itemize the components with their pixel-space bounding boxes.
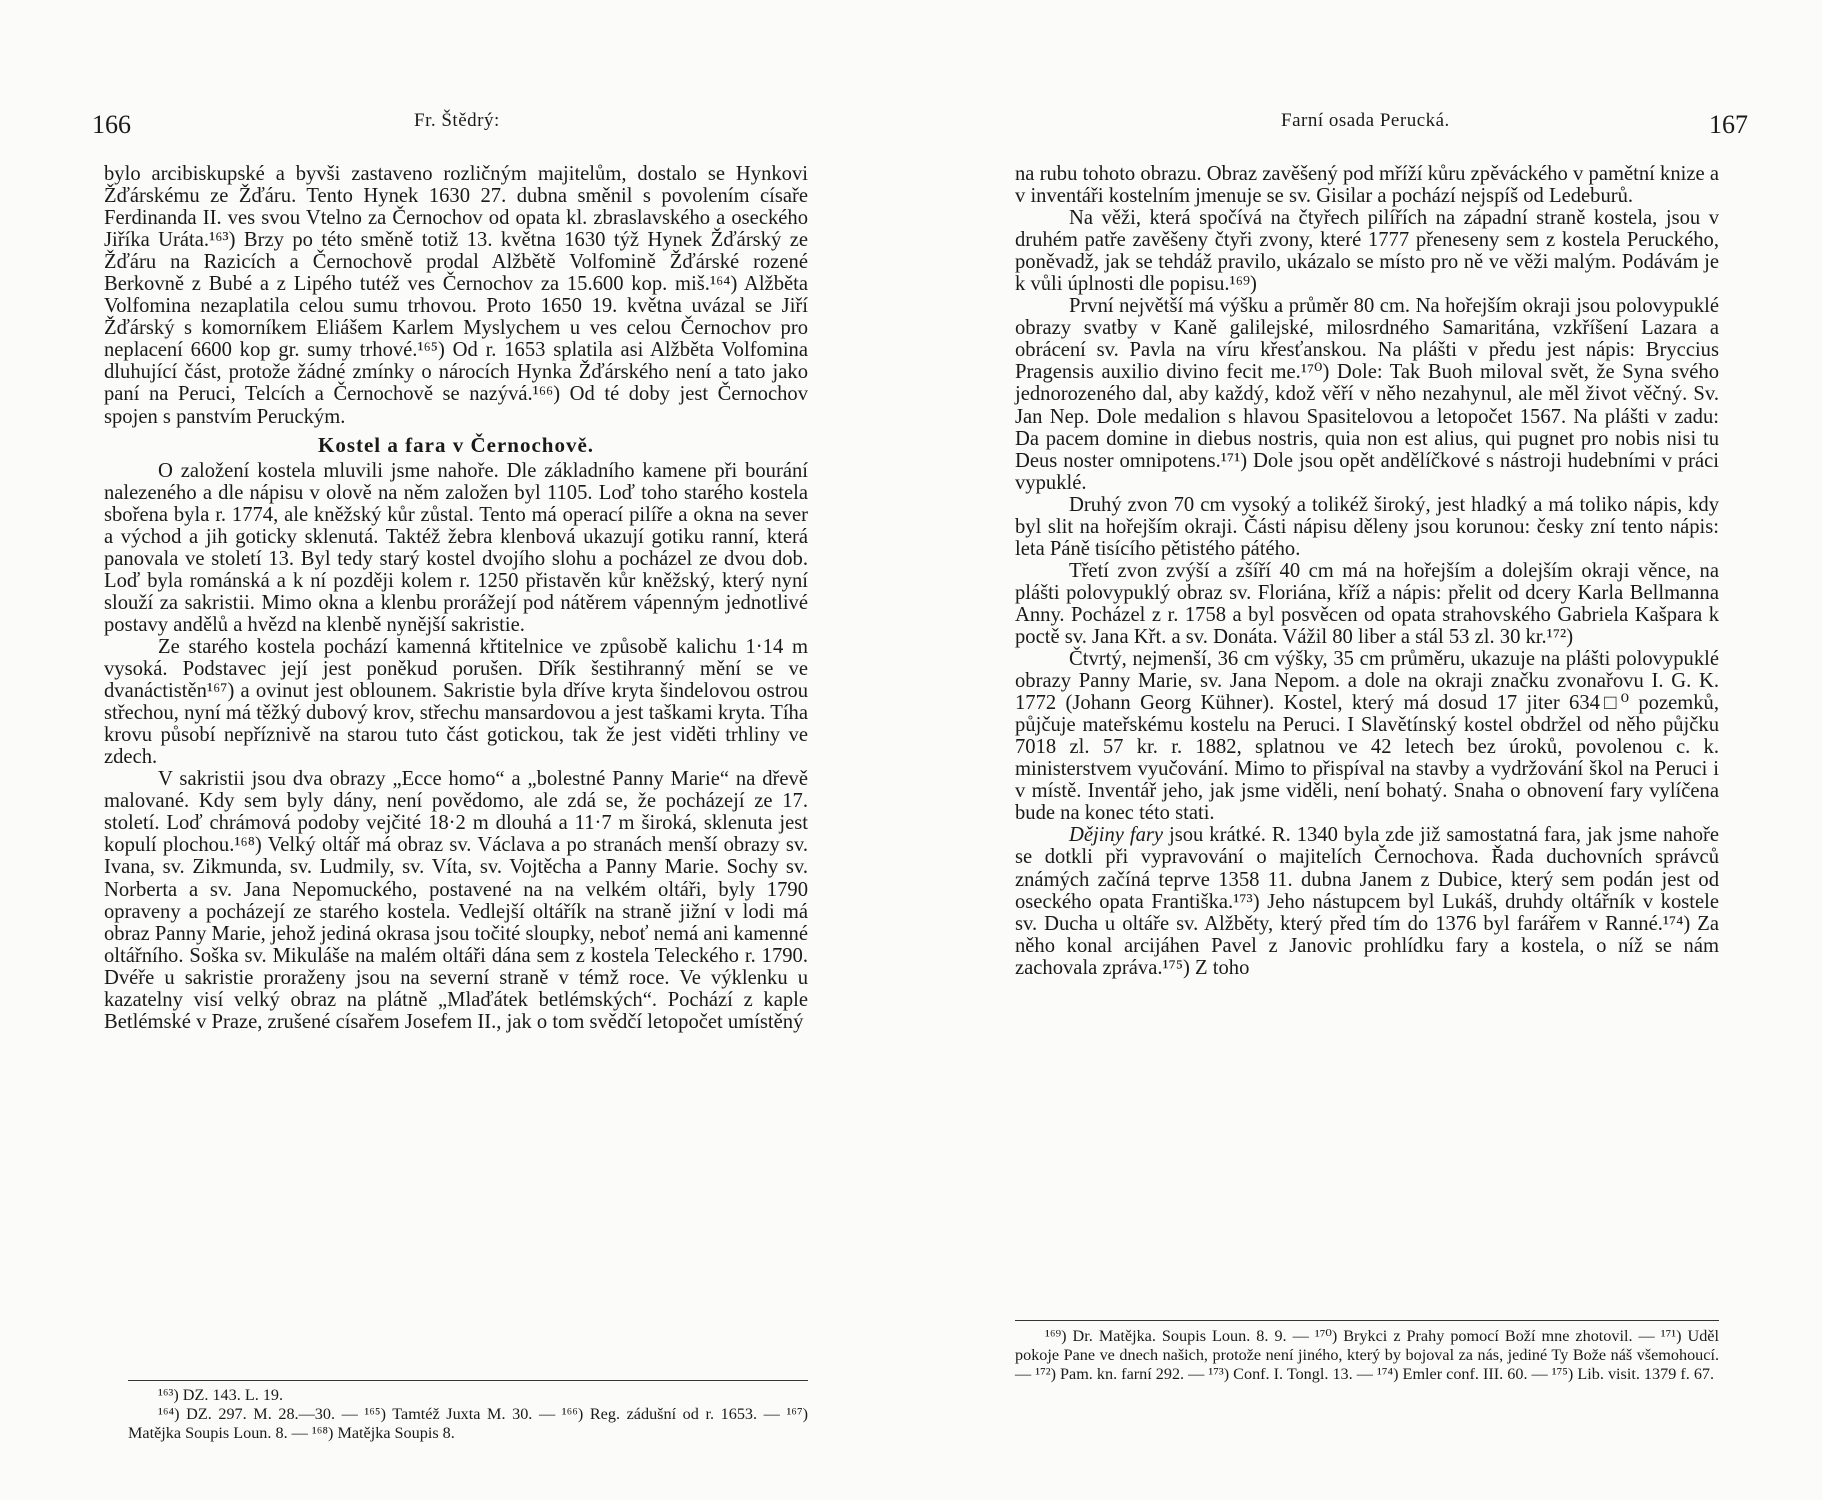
right-page [911,0,1822,1500]
page-number: 167 [1709,110,1748,139]
paragraph: Čtvrtý, nejmenší, 36 cm výšky, 35 cm průměru, ukazuje na plášti polovypuklé obrazy Panny Marie, sv. Jana Nepom. a dole na okraji značku zvonařovu I. G. K. 1772 (Johann Georg Kühner). Kostel, který má dosud 17 jiter 634□⁰ pozemků, půjčuje mateřskému kostelu na Peruci. I Slavětínský kostel obdržel od něho půjčku 7018 zl. 57 kr. r. 1882, splatnou ve 42 letech bez úroků, povolenou c. k. ministerstvem vyučování. Mimo to přispíval na stavby a vydržování škol na Peruci i v místě. Inventář jeho, jak jsme viděli, není bohatý. Snaha o obnovení fary vylíčena bude na konec této stati. [1015,648,1719,825]
body-text [1015,163,1719,979]
footnote: ¹⁶⁹) Dr. Matějka. Soupis Loun. 8. 9. — ¹⁷⁰) Brykci z Prahy pomocí Boží mne zhotovil. — ¹⁷¹) Uděl pokoje Pane ve dnech našich, protože není jiného, který by bojoval za nás, jediné Ty Bože náš všemohoucí. — ¹⁷²) Pam. kn. farní 292. — ¹⁷³) Conf. I. Tongl. 13. — ¹⁷⁴) Emler conf. III. 60. — ¹⁷⁵) Lib. visit. 1379 f. 67. [1015,1327,1719,1383]
paragraph: První největší má výšku a průměr 80 cm. Na hořejším okraji jsou polovypuklé obrazy svatby v Kaně galilejské, milosrdného Samaritána, vzkříšení Lazara a obrácení sv. Pavla na víru křesťanskou. Na plášti v předu jest nápis: Bryccius Pragensis auxilio divino fecit me.¹⁷⁰) Dole: Tak Buoh miloval svět, že Syna svého jednorozeného dal, aby každý, kdož věří v něho nezahynul, ale měl život věčný. Sv. Jan Nep. Dole medalion s hlavou Spasitelovou a letopočet 1567. Na plášti v zadu: Da pacem domine in diebus nostris, quia non est alius, qui pugnet pro nobis nisi tu Deus noster omnipotens.¹⁷¹) Dole jsou opět andělíčkové s nástroji hudebními v práci vypuklé. [1015,295,1719,494]
italic-phrase: Dějiny fary [1069,824,1164,847]
paragraph [1015,824,1719,978]
paragraph: Na věži, která spočívá na čtyřech pilířích na západní straně kostela, jsou v druhém patře zavěšeny čtyři zvony, které 1777 přeneseny sem z kostela Peruckého, poněvadž, jak se tehdáž pravilo, ukázalo se místo pro ně ve věži malým. Podávám je k vůli úplnosti dle popisu.¹⁶⁹) [1015,207,1719,296]
footnotes [128,1386,808,1443]
footnotes [1015,1327,1719,1384]
paragraph: Třetí zvon zvýší a zšíří 40 cm má na hořejším a dolejším okraji věnce, na plášti polovypuklý obraz sv. Floriána, kříž a nápis: přelit od dcery Karla Bellmanna Anny. Pocházel z r. 1758 a byl posvěcen od opata strahovského Gabriela Kašpara k poctě sv. Jana Křt. a sv. Donáta. Vážil 80 liber a stál 53 zl. 30 kr.¹⁷²) [1015,559,1719,648]
paragraph: Druhý zvon 70 cm vysoký a tolikéž široký, jest hladký a má toliko nápis, kdy byl slit na hořejším okraji. Části nápisu děleny jsou korunou: česky zní tento nápis: leta Páně tisícího pětistého pátého. [1015,493,1719,560]
paragraph: na rubu tohoto obrazu. Obraz zavěšený pod mříží kůru zpěváckého v pamětní knize a v inventáři kostelním jmenuje se sv. Gisilar a pochází nejspíš od Ledeburů. [1015,163,1719,208]
paragraph: bylo arcibiskupské a byvši zastaveno rozličným majitelům, dostalo se Hynkovi Žďárskému ze Žďáru. Tento Hynek 1630 27. dubna směnil s povolením císaře Ferdinanda II. ves svou Vtelno za Černochov od opata kl. zbraslavského a oseckého Jiříka Uráta.¹⁶³) Brzy po této směně totiž 13. května 1630 týž Hynek Žďárský ze Žďáru na Razicích a Černochově prodal Alžbětě Volfomině Žďárské rozené Berkovně z Bubé a z Lipého tutéž ves Černochov za 15.600 kop. miš.¹⁶⁴) Alžběta Volfomina nezaplatila celou sumu trhovou. Proto 1650 19. května uvázal se Jiří Žďárský s komorníkem Eliášem Karlem Myslychem u ves celou Černochov pro neplacení 6600 kop gr. sumy trhové.¹⁶⁵) Od r. 1653 splatila asi Alžběta Volfomina dluhující část, protože žádné zmínky o nárocích Hynka Žďárského není a tato jako paní na Peruci, Telcích a Černochově se nazývá.¹⁶⁶) Od té doby jest Černochov spojen s panstvím Peruckým. [104,163,808,428]
footnote-rule [128,1380,808,1381]
paragraph: Ze starého kostela pochází kamenná křtitelnice ve způsobě kalichu 1·14 m vysoká. Podstavec její jest poněkud porušen. Dřík šestihranný mění se ve dvanáctistěn¹⁶⁷) a ovinut jest oblounem. Sakristie byla dříve kryta šindelovou ostrou střechou, nyní má těžký dubový krov, střechu mansardovou a jest taškami kryta. Tíha krovu působí nepříznivě na starou tuto část gotickou, tak že jest viděti trhliny ve zdech. [104,635,808,769]
page-number: 166 [92,110,131,139]
section-heading: Kostel a fara v Černochově. [317,432,595,457]
running-head: Fr. Štědrý: [414,110,500,131]
running-head: Farní osada Perucká. [1281,110,1450,131]
footnote: ¹⁶⁴) DZ. 297. M. 28.—30. — ¹⁶⁵) Tamtéž Juxta M. 30. — ¹⁶⁶) Reg. zádušní od r. 1653. — ¹⁶⁷) Matějka Soupis Loun. 8. — ¹⁶⁸) Matějka Soupis 8. [128,1405,808,1442]
paragraph: O založení kostela mluvili jsme nahoře. Dle základního kamene při bourání nalezeného a dle nápisu v olově na něm založen byl 1105. Loď toho starého kostela sbořena byla r. 1774, ale kněžský kůr zůstal. Tento má operací pilíře a okna na sever a východ a jih goticky sklenutá. Taktéž žebra klenbová ukazují gotiku ranní, která panovala ve století 13. Byl tedy starý kostel dvojího slohu a pocházel ze dvou dob. Loď byla románská a k ní později kolem r. 1250 přistavěn kůr kněžský, který nyní slouží za sakristii. Mimo okna a klenbu prorážejí pod nátěrem vápenným jednotlivé postavy andělů a hvězd na klenbě nynější sakristie. [104,459,808,636]
body-text [104,163,808,1033]
paragraph: V sakristii jsou dva obrazy „Ecce homo“ a „bolestné Panny Marie“ na dřevě malované. Kdy sem byly dány, není povědomo, ale zdá se, že pocházejí ze 17. století. Loď chrámová podoby vejčité 18·2 m dlouhá a 11·7 m široká, sklenuta jest kopulí plochou.¹⁶⁸) Velký oltář má obraz sv. Václava a po stranách menší obrazy sv. Ivana, sv. Zikmunda, sv. Ludmily, sv. Víta, sv. Vojtěcha a Panny Marie. Sochy sv. Norberta a sv. Jana Nepomuckého, postavené na na velkém oltáři, byly 1790 opraveny a pocházejí ze starého kostela. Vedlejší oltářík na straně jižní v lodi má obraz Panny Marie, jehož jediná okrasa jsou točité sloupky, neboť nemá ani kamenné oltářního. Soška sv. Mikuláše na malém oltáři dána sem z kostela Teleckého r. 1790. Dvéře u sakristie proraženy jsou na severní straně v témž roce. Ve výklenku u kazatelny visí velký obraz na plátně „Mlaďátek betlémských“. Pochází z kaple Betlémské v Praze, zrušené císařem Josefem II., jak o tom svědčí letopočet umístěný [104,768,808,1033]
footnote-rule [1015,1320,1719,1321]
paragraph-text: jsou krátké. R. 1340 byla zde již samostatná fara, jak jsme nahoře se dotkli při vypravování o majitelích Černochova. Řada duchovních správců známých začíná teprve 1358 11. dubna Janem z Dubice, který sem podán jest od oseckého opata Františka.¹⁷³) Jeho nástupcem byl Lukáš, druhdy oltářník v kostele sv. Ducha u oltáře sv. Alžběty, který před tím do 1376 byl farářem v Ranné.¹⁷⁴) Za něho konal arcijáhen Pavel z Janovic prohlídku fary a kostela, o níž se nám zachovala zpráva.¹⁷⁵) Z toho [1015,824,1720,979]
footnote: ¹⁶³) DZ. 143. L. 19. [158,1386,284,1404]
